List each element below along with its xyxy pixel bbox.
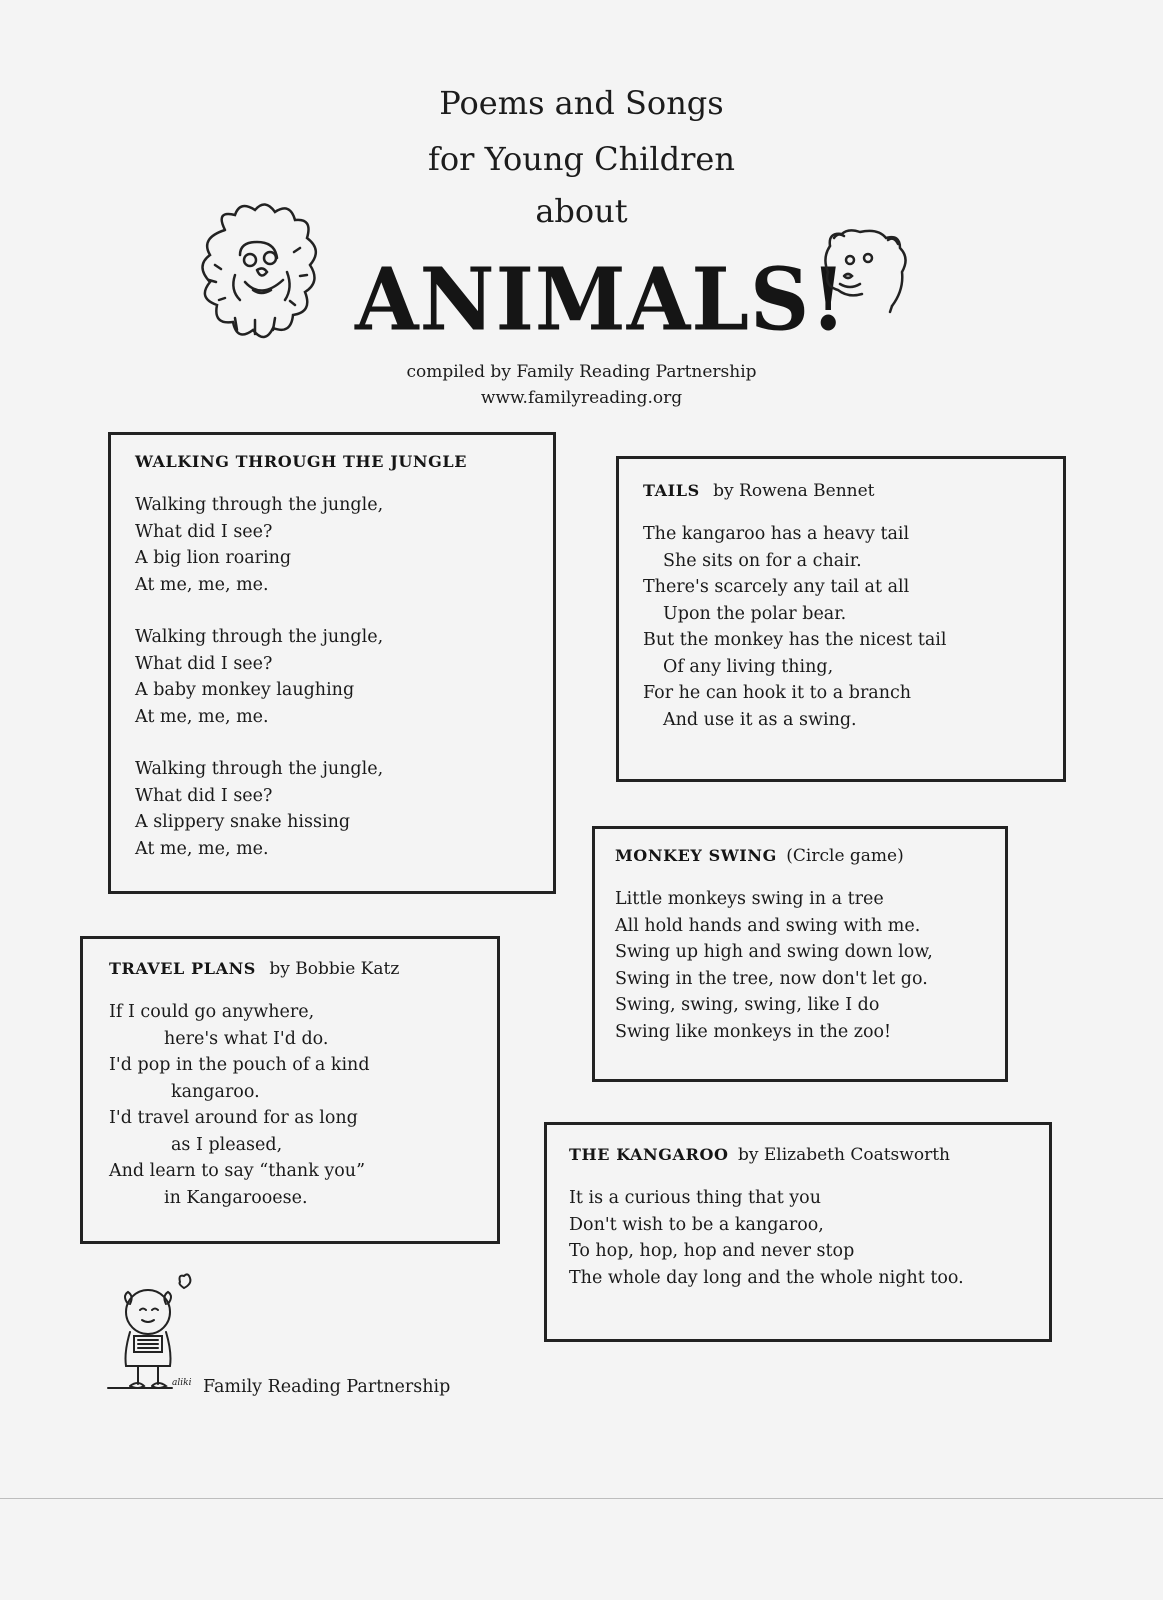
poem-byline: by Rowena Bennet [713,481,875,501]
poem-line: Don't wish to be a kangaroo, [569,1214,824,1235]
poem-line: Swing in the tree, now don't let go. [615,968,928,989]
big-title: ANIMALS! [355,249,848,351]
poem-title: MONKEY SWING [615,846,777,865]
poem-box-kangaroo [544,1122,1052,1342]
poem-line: There's scarcely any tail at all [643,577,910,597]
website: www.familyreading.org [480,388,683,408]
poem-line: What did I see? [135,521,273,542]
stanza [135,756,553,862]
poem-box-monkey-swing [592,826,1008,1082]
bear-illustration [820,228,912,318]
poem-line: For he can hook it to a branch [643,683,912,703]
poem-line: What did I see? [135,653,273,674]
footer-organization: Family Reading Partnership [203,1377,451,1397]
poem-line: here's what I'd do. [164,1028,329,1049]
poem-line: And use it as a swing. [663,709,857,730]
poem-line: The kangaroo has a heavy tail [643,524,910,544]
poem-line: At me, me, me. [135,574,269,595]
poem-line: At me, me, me. [135,838,269,859]
stanza [135,624,553,730]
page-edge-divider [0,1498,1163,1499]
poem-title: TAILS [643,481,700,500]
poem-line: The whole day long and the whole night too. [569,1267,964,1288]
poem-line: A slippery snake hissing [135,812,351,832]
poem-line: All hold hands and swing with me. [615,915,921,936]
poem-line: Walking through the jungle, [135,495,384,515]
poem-line: And learn to say “thank you” [109,1161,366,1181]
poem-line: Swing up high and swing down low, [615,942,933,962]
poem-header [135,452,553,472]
poem-line: But the monkey has the nicest tail [643,630,947,650]
title-line-1: Poems and Songs [439,84,724,122]
poem-box-tails [616,456,1066,782]
poem-header [615,846,1005,866]
poem-line: as I pleased, [171,1134,283,1155]
poem-line: Walking through the jungle, [135,627,384,647]
poem-header [109,959,497,979]
poem-header [643,481,1063,501]
poem-line: Swing like monkeys in the zoo! [615,1021,892,1042]
poem-byline: by Bobbie Katz [269,959,400,979]
poem-byline: (Circle game) [786,846,904,866]
title-line-2: for Young Children [428,140,735,178]
poem-line: Swing, swing, swing, like I do [615,995,880,1015]
stanza [135,492,553,598]
poem-box-travel-plans [80,936,500,1244]
poem-line: It is a curious thing that you [569,1188,821,1208]
poem-header [569,1145,1049,1165]
poem-box-jungle [108,432,556,894]
poem-line: She sits on for a chair. [663,550,862,571]
compiled-by: compiled by Family Reading Partnership [406,362,757,382]
girl-reading-illustration [108,1274,218,1398]
poem-line: A big lion roaring [135,548,292,568]
poem-line: in Kangarooese. [164,1187,308,1208]
poem-line: I'd pop in the pouch of a kind [109,1055,370,1075]
poem-line: If I could go anywhere, [109,1002,315,1022]
title-line-3: about [535,192,628,230]
poem-line: What did I see? [135,785,273,806]
poem-line: A baby monkey laughing [135,680,355,700]
poem-line: I'd travel around for as long [109,1108,358,1128]
poem-line: Upon the polar bear. [663,603,847,624]
illustrator-signature: aliki [172,1378,192,1388]
poem-line: To hop, hop, hop and never stop [569,1241,855,1261]
poem-byline: by Elizabeth Coatsworth [737,1145,950,1165]
poem-line: Walking through the jungle, [135,759,384,779]
poem-line: Of any living thing, [663,656,834,677]
poem-line: At me, me, me. [135,706,269,727]
poem-title: THE KANGAROO [569,1145,729,1164]
lion-illustration [195,200,325,350]
poem-line: Little monkeys swing in a tree [615,889,884,909]
poem-title: WALKING THROUGH THE JUNGLE [135,452,468,471]
poem-line: kangaroo. [171,1081,260,1102]
poem-title: TRAVEL PLANS [109,959,256,978]
